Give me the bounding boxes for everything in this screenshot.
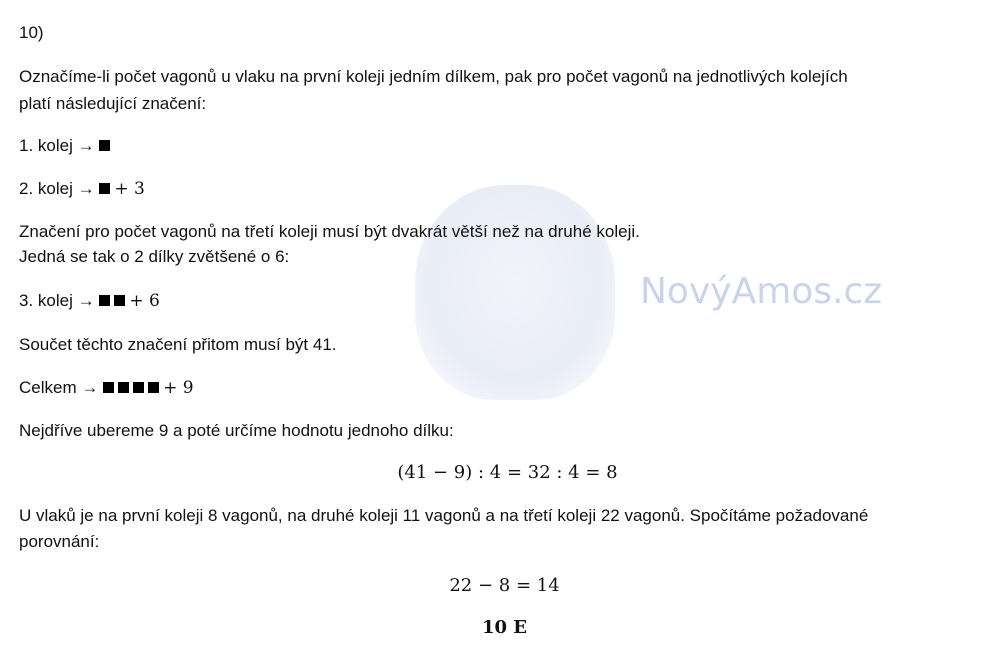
- third-text-1: Značení pro počet vagonů na třetí koleji musí být dvakrát větší než na druhé koleji.: [19, 222, 640, 241]
- result-line-1: U vlaků je na první koleji 8 vagonů, na druhé koleji 11 vagonů a na třetí koleji 22 vagonů. Spočítáme požadované: [19, 506, 869, 525]
- track-3: [19, 290, 160, 312]
- intro-line-1: Označíme-li počet vagonů u vlaku na první koleji jedním dílkem, pak pro počet vagonů na jednotlivých kolejích: [19, 67, 848, 86]
- problem-number: 10): [19, 23, 44, 42]
- total-label: Celkem →: [19, 378, 99, 397]
- track-1: [19, 135, 114, 157]
- intro-line-2: platí následující značení:: [19, 94, 207, 113]
- part-square-icon: [99, 183, 110, 194]
- part-square-icon: [99, 140, 110, 151]
- total-rest: + 9: [163, 378, 194, 398]
- part-square-icon: [103, 382, 114, 393]
- answer: 10 E: [481, 617, 528, 638]
- part-square-icon: [148, 382, 159, 393]
- track-2-label: 2. kolej →: [19, 179, 95, 198]
- total: [19, 377, 194, 399]
- track-3-label: 3. kolej →: [19, 291, 95, 310]
- sum-text: Součet těchto značení přitom musí být 41.: [19, 335, 337, 354]
- part-square-icon: [118, 382, 129, 393]
- step-text: Nejdříve ubereme 9 a poté určíme hodnotu jednoho dílku:: [19, 421, 454, 440]
- equation-2: 22 − 8 = 14: [449, 575, 560, 596]
- track-1-label: 1. kolej →: [19, 136, 95, 155]
- watermark-text: NovýAmos.cz: [640, 271, 883, 312]
- part-square-icon: [133, 382, 144, 393]
- watermark-portrait: [415, 185, 615, 400]
- track-3-rest: + 6: [129, 291, 160, 311]
- result-line-2: porovnání:: [19, 532, 100, 551]
- equation-1: (41 − 9) : 4 = 32 : 4 = 8: [397, 462, 618, 483]
- part-square-icon: [99, 295, 110, 306]
- part-square-icon: [114, 295, 125, 306]
- track-2: [19, 178, 145, 200]
- third-text-2: Jedná se tak o 2 dílky zvětšené o 6:: [19, 247, 290, 266]
- track-2-rest: + 3: [114, 179, 145, 199]
